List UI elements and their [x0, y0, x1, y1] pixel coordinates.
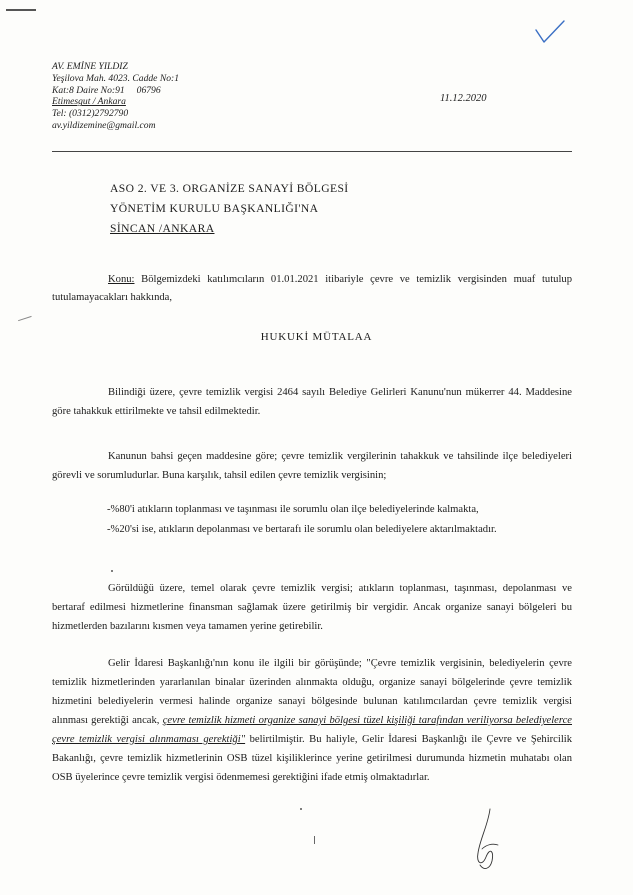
paragraph-4 — [52, 654, 572, 787]
paragraph-3: Görüldüğü üzere, temel olarak çevre temizlik vergisi; atıkların toplanması, taşınması, depolanması ve bertaraf edilmesi hizmetlerine finansman sağlamak üzere getirilmiş bir vergidir. Ancak organize sanayi bölgeleri bu hizmetlerden bazılarını kısmen veya tamamen yerine getirebilir. — [52, 583, 572, 632]
sender-address-line1: Yeşilova Mah. 4023. Cadde No:1 — [52, 72, 180, 84]
sender-address-line3: Etimesgut / Ankara — [52, 96, 126, 108]
margin-pen-mark — [18, 316, 32, 322]
subject-text: Bölgemizdeki katılımcıların 01.01.2021 itibariyle çevre ve temizlik vergisinden muaf tutulup tutulamayacakları hakkında, — [52, 274, 572, 303]
subject-label: Konu: — [108, 274, 135, 285]
paragraph-2: Kanunun bahsi geçen maddesine göre; çevre temizlik vergilerinin tahakkuk ve tahsilinde ilçe belediyeleri görevli ve sorumludurlar. Buna karşılık, tahsil edilen çevre temizlik vergisinin; — [52, 451, 572, 481]
recipient-block — [110, 179, 349, 239]
list-item-1 — [52, 500, 572, 519]
recipient-line1: ASO 2. VE 3. ORGANİZE SANAYİ BÖLGESİ — [110, 182, 349, 195]
recipient-line3: SİNCAN /ANKARA — [110, 222, 215, 235]
signature-scribble — [468, 805, 508, 875]
recipient-line2: YÖNETİM KURULU BAŞKANLIĞI'NA — [110, 202, 319, 215]
check-mark-icon — [533, 18, 567, 46]
sender-name: AV. EMİNE YILDIZ — [52, 61, 128, 72]
list-item-2 — [52, 520, 572, 539]
sender-phone: Tel: (0312)2792790 — [52, 108, 129, 120]
letterhead-divider — [52, 151, 572, 152]
page-tick-mark — [314, 836, 315, 844]
corner-scan-mark — [6, 9, 36, 11]
letterhead — [52, 61, 179, 132]
letter-date: 11.12.2020 — [440, 93, 487, 104]
document-heading: HUKUKİ MÜTALAA — [260, 331, 373, 343]
sender-address-line2: Kat:8 Daire No:91 06796 — [52, 84, 161, 96]
paragraph-4-end: belirtilmiştir. Bu haliyle, Gelir İdaresi Başkanlığı ile Çevre ve Şehircilik Bakanlığı, çevre temizlik hizmetlerinin OSB tüzel kişiliklerince yerine getirilmesi durumunda hizmetin muhatabı olan OSB üyelerince çevre temizlik vergisi ödenmemesi gerektiğini ifade etmiş olmaktadırlar. — [52, 734, 573, 783]
list-item-2-text: -%20'si ise, atıkların depolanması ve bertarafı ile sorumlu olan belediyelere aktarılmaktadır. — [107, 524, 497, 535]
subject-line — [52, 271, 572, 307]
paragraph-4-underlined-quote: çevre temizlik hizmeti organize sanayi bölgesi tüzel kişiliği tarafından veriliyorsa belediyelerce çevre temizlik vergisi alınmaması gerektiği" — [52, 715, 572, 745]
sender-email: av.yildizemine@gmail.com — [52, 119, 156, 131]
paragraph-1: Bilindiği üzere, çevre temizlik vergisi 2464 sayılı Belediye Gelirleri Kanunu'nun mükerrer 44. Maddesine göre tahakkuk ettirilmekte ve tahsil edilmektedir. — [52, 387, 572, 417]
paragraph-4-start: Gelir İdaresi Başkanlığı'nın konu ile ilgili bir görüşünde; "Çevre temizlik vergisinin, belediyelerin çevre temizlik hizmetlerinden yararlanılan binalar üzerinden alınmakta olduğu, organize sanayi bölgelerinde çevre temizlik hizmetini belediyelerin vermesi halinde organize sanayi bölgesinde bulunan katılımcılardan çevre temizlik vergisi alınması gerektiği ancak, — [52, 658, 572, 726]
stray-dot — [300, 808, 302, 810]
stray-dot — [111, 570, 113, 572]
list-item-1-text: -%80'i atıkların toplanması ve taşınması ile sorumlu olan ilçe belediyelerinde kalmakta, — [107, 504, 479, 515]
